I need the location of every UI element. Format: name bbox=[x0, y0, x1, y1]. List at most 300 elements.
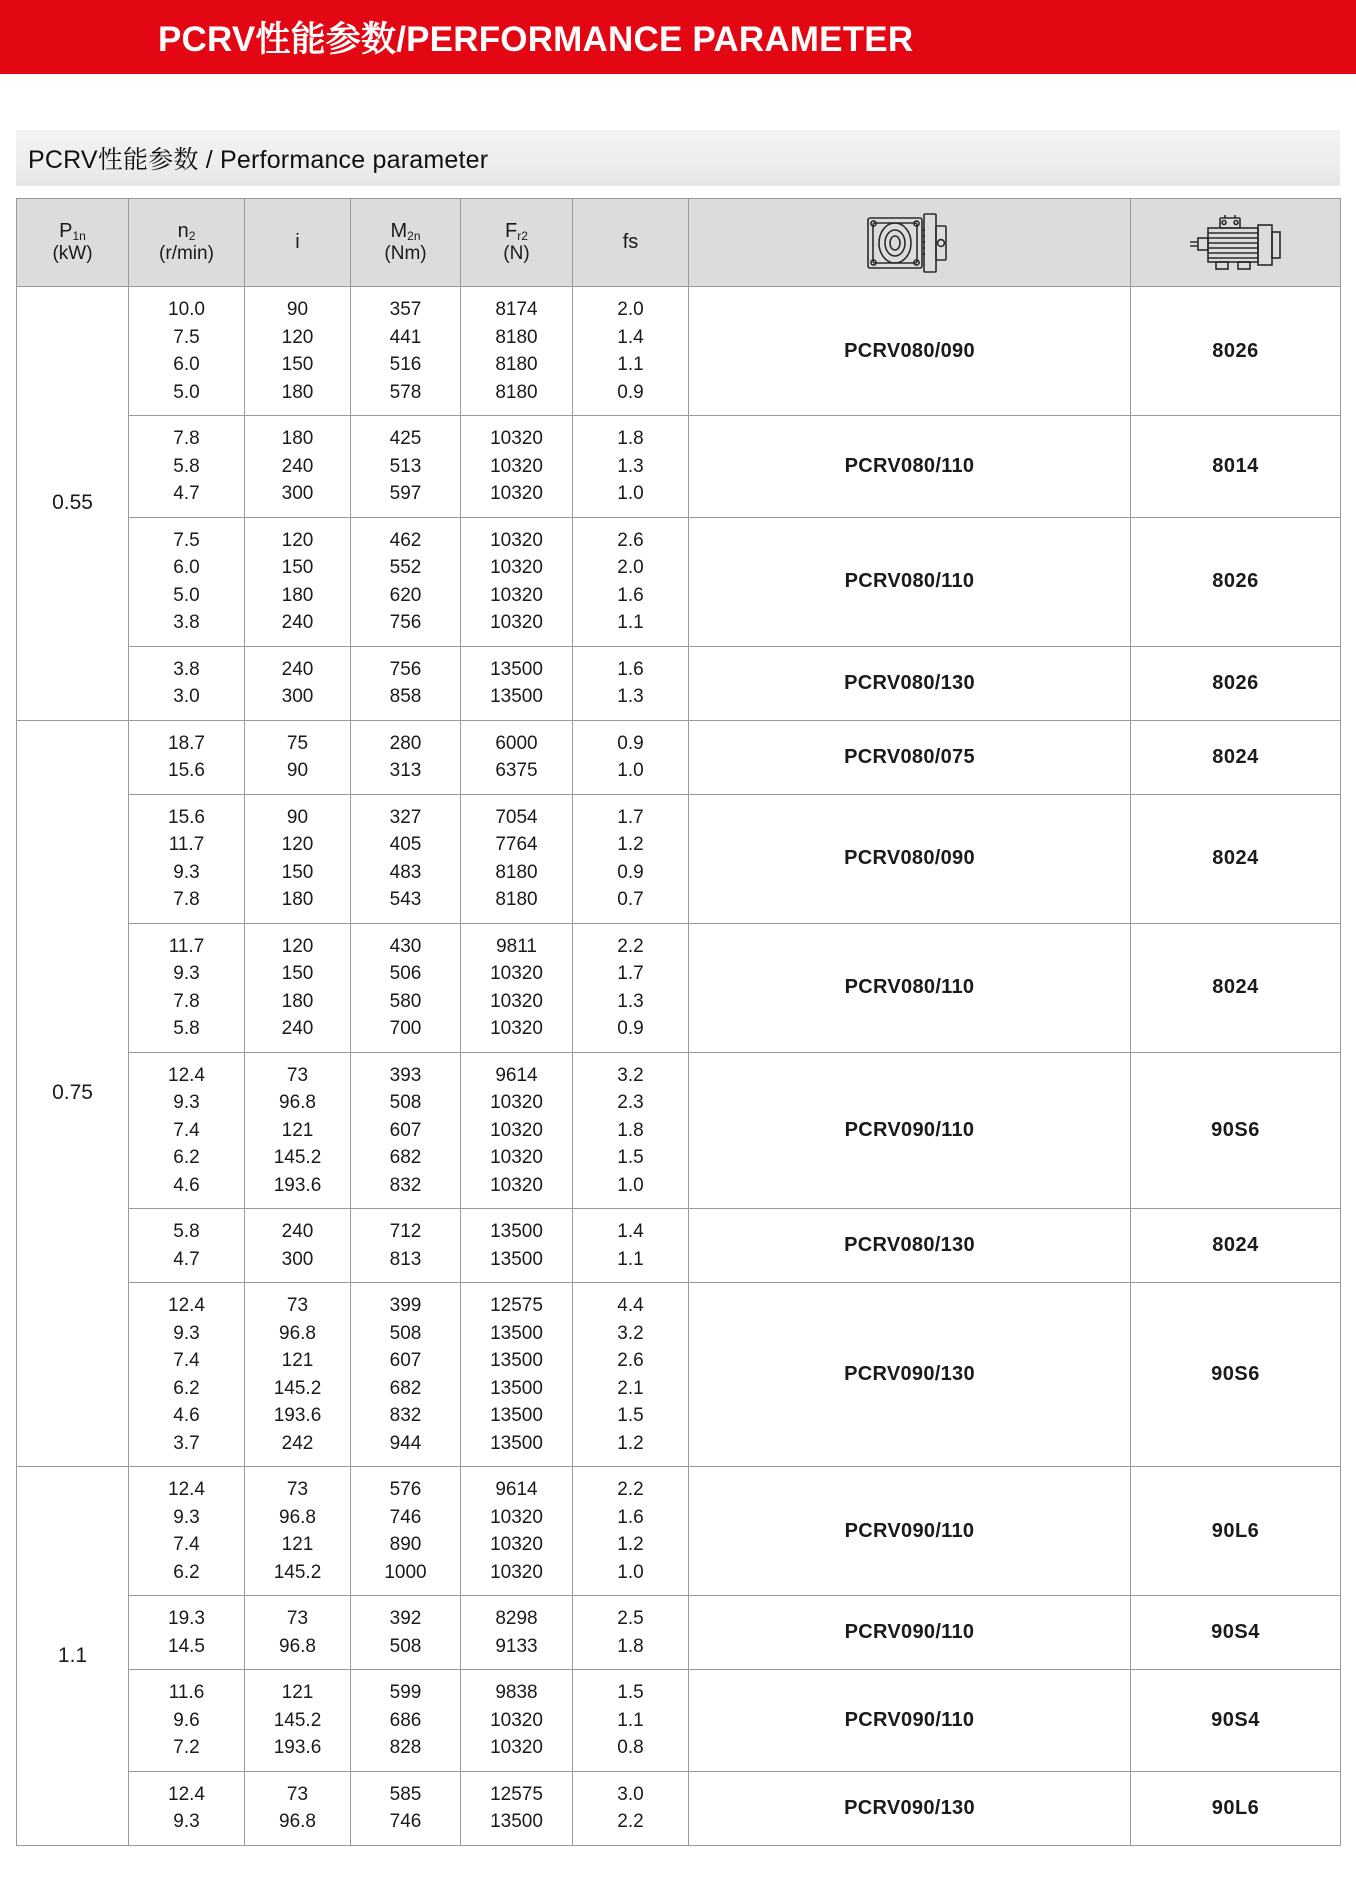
section-title: PCRV性能参数 / Performance parameter bbox=[28, 146, 489, 174]
motor-icon-graphic bbox=[1184, 212, 1288, 274]
cell-output-torque bbox=[351, 1596, 461, 1670]
gearbox-icon-graphic bbox=[862, 212, 958, 274]
value-line: 12575 bbox=[490, 1783, 543, 1805]
value-line: 9.3 bbox=[173, 1092, 200, 1113]
value-line: 0.9 bbox=[617, 1018, 644, 1039]
column-header-service-factor bbox=[573, 199, 689, 287]
cell-motor-code: 90S4 bbox=[1131, 1670, 1341, 1772]
value-line: 6.2 bbox=[173, 1147, 200, 1168]
value-stack bbox=[245, 1670, 350, 1771]
column-unit: (N) bbox=[503, 243, 530, 265]
value-line: 5.0 bbox=[173, 584, 200, 606]
value-line: 682 bbox=[389, 1377, 422, 1399]
value-stack bbox=[129, 647, 244, 720]
value-stack bbox=[245, 721, 350, 794]
value-stack bbox=[573, 1467, 688, 1595]
value-stack bbox=[351, 1053, 460, 1209]
table-body bbox=[17, 287, 1341, 1846]
cell-service-factor bbox=[573, 1467, 689, 1596]
cell-output-speed bbox=[129, 646, 245, 720]
column-header-ratio bbox=[245, 199, 351, 287]
value-stack bbox=[573, 1596, 688, 1669]
cell-output-torque bbox=[351, 1209, 461, 1283]
value-line: 240 bbox=[281, 658, 314, 680]
column-header-input-power bbox=[17, 199, 129, 287]
value-line: 5.8 bbox=[173, 1018, 200, 1039]
value-line: 543 bbox=[389, 889, 422, 910]
value-line: 0.9 bbox=[617, 732, 644, 754]
value-stack bbox=[245, 1209, 350, 1282]
value-line: 15.6 bbox=[168, 806, 205, 828]
value-line: 3.0 bbox=[173, 686, 200, 707]
cell-motor-code: 90S6 bbox=[1131, 1283, 1341, 1467]
value-line: 13500 bbox=[490, 1405, 543, 1426]
cell-ratio bbox=[245, 1771, 351, 1845]
value-line: 2.6 bbox=[617, 529, 644, 551]
power-group-value: 0.55 bbox=[17, 287, 129, 721]
value-line: 75 bbox=[286, 732, 309, 754]
value-stack bbox=[351, 1596, 460, 1669]
value-stack bbox=[351, 1283, 460, 1466]
value-line: 1000 bbox=[384, 1561, 427, 1583]
value-stack bbox=[573, 518, 688, 646]
cell-radial-force bbox=[461, 1467, 573, 1596]
value-line: 327 bbox=[389, 806, 422, 828]
cell-service-factor bbox=[573, 517, 689, 646]
value-line: 6375 bbox=[495, 760, 538, 781]
cell-output-torque bbox=[351, 1467, 461, 1596]
value-line: 73 bbox=[286, 1295, 309, 1316]
value-line: 393 bbox=[389, 1064, 422, 1086]
value-line: 580 bbox=[389, 990, 422, 1012]
cell-ratio bbox=[245, 794, 351, 923]
value-line: 13500 bbox=[490, 1377, 543, 1399]
value-line: 620 bbox=[389, 584, 422, 606]
value-stack bbox=[245, 416, 350, 517]
value-line: 2.6 bbox=[617, 1350, 644, 1371]
cell-gearbox-model: PCRV080/110 bbox=[689, 416, 1131, 518]
value-line: 508 bbox=[389, 1322, 422, 1344]
value-line: 4.7 bbox=[173, 1248, 200, 1270]
value-stack bbox=[573, 1283, 688, 1466]
value-line: 6000 bbox=[495, 732, 538, 754]
value-line: 7.8 bbox=[173, 428, 200, 449]
value-line: 1.6 bbox=[617, 1506, 644, 1528]
value-line: 506 bbox=[389, 963, 422, 984]
cell-ratio bbox=[245, 1283, 351, 1467]
value-line: 121 bbox=[281, 1119, 314, 1141]
value-line: 2.1 bbox=[617, 1377, 644, 1399]
value-line: 576 bbox=[389, 1479, 422, 1500]
value-line: 8180 bbox=[495, 354, 538, 375]
value-stack bbox=[245, 518, 350, 646]
value-line: 193.6 bbox=[273, 1405, 322, 1426]
cell-gearbox-model: PCRV080/090 bbox=[689, 794, 1131, 923]
value-line: 10320 bbox=[490, 1018, 543, 1039]
value-line: 1.2 bbox=[617, 1534, 644, 1555]
cell-output-speed bbox=[129, 1596, 245, 1670]
value-line: 3.2 bbox=[617, 1322, 644, 1344]
value-line: 73 bbox=[286, 1608, 309, 1629]
value-line: 313 bbox=[389, 760, 422, 781]
value-line: 746 bbox=[389, 1506, 422, 1528]
cell-radial-force bbox=[461, 1052, 573, 1209]
value-line: 2.2 bbox=[617, 935, 644, 957]
cell-gearbox-model: PCRV080/130 bbox=[689, 1209, 1131, 1283]
cell-gearbox-model: PCRV080/075 bbox=[689, 720, 1131, 794]
value-stack bbox=[461, 647, 572, 720]
value-stack bbox=[245, 924, 350, 1052]
value-line: 193.6 bbox=[273, 1737, 322, 1758]
value-line: 12.4 bbox=[168, 1479, 205, 1500]
value-stack bbox=[461, 795, 572, 923]
cell-motor-code: 8024 bbox=[1131, 923, 1341, 1052]
value-line: 145.2 bbox=[273, 1147, 322, 1168]
cell-service-factor bbox=[573, 416, 689, 518]
value-line: 7.2 bbox=[173, 1737, 200, 1758]
value-stack bbox=[129, 1596, 244, 1669]
value-line: 180 bbox=[281, 381, 314, 403]
value-line: 1.2 bbox=[617, 834, 644, 855]
value-line: 8180 bbox=[495, 861, 538, 883]
value-line: 357 bbox=[389, 299, 422, 320]
value-line: 2.2 bbox=[617, 1479, 644, 1500]
value-line: 7.8 bbox=[173, 889, 200, 910]
cell-output-speed bbox=[129, 794, 245, 923]
table-header-row bbox=[17, 199, 1341, 287]
value-line: 11.6 bbox=[168, 1682, 205, 1703]
value-line: 10320 bbox=[490, 557, 543, 578]
table-row bbox=[17, 720, 1341, 794]
value-line: 73 bbox=[286, 1064, 309, 1086]
value-line: 90 bbox=[286, 299, 309, 320]
value-line: 180 bbox=[281, 990, 314, 1012]
value-stack bbox=[129, 1209, 244, 1282]
value-stack bbox=[573, 416, 688, 517]
cell-radial-force bbox=[461, 1596, 573, 1670]
value-line: 300 bbox=[281, 686, 314, 707]
power-group-value: 1.1 bbox=[17, 1467, 129, 1846]
power-group-value: 0.75 bbox=[17, 720, 129, 1467]
value-line: 150 bbox=[281, 861, 314, 883]
value-line: 10320 bbox=[490, 529, 543, 551]
value-stack bbox=[573, 1670, 688, 1771]
value-line: 1.6 bbox=[617, 658, 644, 680]
value-line: 585 bbox=[389, 1783, 422, 1805]
value-line: 6.2 bbox=[173, 1561, 200, 1583]
value-line: 1.3 bbox=[617, 686, 644, 707]
cell-motor-code: 8024 bbox=[1131, 794, 1341, 923]
value-line: 145.2 bbox=[273, 1561, 322, 1583]
value-line: 120 bbox=[281, 529, 314, 551]
cell-output-speed bbox=[129, 1209, 245, 1283]
value-line: 96.8 bbox=[279, 1506, 316, 1528]
value-line: 150 bbox=[281, 557, 314, 578]
cell-service-factor bbox=[573, 794, 689, 923]
value-line: 11.7 bbox=[168, 935, 205, 957]
cell-ratio bbox=[245, 1467, 351, 1596]
value-line: 1.0 bbox=[617, 1174, 644, 1196]
value-line: 10320 bbox=[490, 990, 543, 1012]
value-line: 14.5 bbox=[168, 1635, 205, 1657]
value-stack bbox=[351, 416, 460, 517]
value-line: 508 bbox=[389, 1092, 422, 1113]
value-stack bbox=[245, 1596, 350, 1669]
column-symbol: $n_2$ bbox=[177, 219, 196, 243]
value-line: 0.9 bbox=[617, 861, 644, 883]
value-stack bbox=[245, 1283, 350, 1466]
table-row bbox=[17, 287, 1341, 416]
value-line: 13500 bbox=[490, 1350, 543, 1371]
cell-service-factor bbox=[573, 1771, 689, 1845]
value-line: 441 bbox=[389, 326, 422, 348]
value-stack bbox=[129, 1053, 244, 1209]
cell-output-speed bbox=[129, 1467, 245, 1596]
value-stack bbox=[245, 287, 350, 415]
value-line: 392 bbox=[389, 1608, 422, 1629]
value-line: 7.4 bbox=[173, 1350, 200, 1371]
value-line: 425 bbox=[389, 428, 422, 449]
value-stack bbox=[129, 924, 244, 1052]
value-stack bbox=[129, 795, 244, 923]
cell-motor-code: 90S6 bbox=[1131, 1052, 1341, 1209]
value-line: 4.6 bbox=[173, 1405, 200, 1426]
section-title-bar bbox=[16, 130, 1340, 186]
value-line: 399 bbox=[389, 1295, 422, 1316]
value-line: 9614 bbox=[495, 1479, 538, 1500]
column-symbol: $F_{r2}$ bbox=[505, 219, 528, 243]
value-line: 18.7 bbox=[168, 732, 205, 754]
table-row bbox=[17, 923, 1341, 1052]
value-line: 1.2 bbox=[617, 1432, 644, 1454]
value-line: 96.8 bbox=[279, 1635, 316, 1657]
column-header-gearbox-icon bbox=[689, 199, 1131, 287]
gearbox-icon bbox=[689, 212, 1130, 274]
value-stack bbox=[351, 1209, 460, 1282]
value-line: 508 bbox=[389, 1635, 422, 1657]
cell-output-speed bbox=[129, 1283, 245, 1467]
value-line: 145.2 bbox=[273, 1377, 322, 1399]
cell-radial-force bbox=[461, 720, 573, 794]
table-row bbox=[17, 794, 1341, 923]
value-line: 6.0 bbox=[173, 354, 200, 375]
value-line: 3.7 bbox=[173, 1432, 200, 1454]
value-line: 90 bbox=[286, 806, 309, 828]
cell-output-speed bbox=[129, 1771, 245, 1845]
value-line: 813 bbox=[389, 1248, 422, 1270]
value-line: 9.3 bbox=[173, 1506, 200, 1528]
value-line: 90 bbox=[286, 760, 309, 781]
value-line: 3.2 bbox=[617, 1064, 644, 1086]
value-stack bbox=[129, 721, 244, 794]
value-stack bbox=[461, 1053, 572, 1209]
value-line: 1.1 bbox=[617, 354, 644, 375]
value-line: 7.5 bbox=[173, 326, 200, 348]
value-line: 9838 bbox=[495, 1682, 538, 1703]
column-symbol: i bbox=[295, 230, 300, 253]
value-line: 9.3 bbox=[173, 1322, 200, 1344]
column-symbol: $P_{1n}$ bbox=[59, 219, 86, 243]
cell-ratio bbox=[245, 720, 351, 794]
value-stack bbox=[245, 795, 350, 923]
value-stack bbox=[573, 721, 688, 794]
value-line: 10320 bbox=[490, 1119, 543, 1141]
value-line: 7.4 bbox=[173, 1534, 200, 1555]
value-stack bbox=[461, 1670, 572, 1771]
cell-gearbox-model: PCRV080/110 bbox=[689, 517, 1131, 646]
value-line: 73 bbox=[286, 1479, 309, 1500]
value-stack bbox=[461, 1467, 572, 1595]
value-line: 15.6 bbox=[168, 760, 205, 781]
value-stack bbox=[461, 1209, 572, 1282]
value-line: 10320 bbox=[490, 963, 543, 984]
value-line: 2.0 bbox=[617, 557, 644, 578]
value-line: 1.4 bbox=[617, 326, 644, 348]
value-line: 240 bbox=[281, 455, 314, 477]
value-line: 12.4 bbox=[168, 1295, 205, 1316]
value-line: 9811 bbox=[496, 935, 537, 957]
value-line: 7054 bbox=[495, 806, 538, 828]
value-line: 1.5 bbox=[617, 1682, 644, 1703]
value-line: 9.3 bbox=[173, 861, 200, 883]
cell-ratio bbox=[245, 1670, 351, 1772]
value-line: 746 bbox=[389, 1811, 422, 1832]
value-line: 96.8 bbox=[279, 1811, 316, 1832]
cell-ratio bbox=[245, 517, 351, 646]
cell-output-torque bbox=[351, 416, 461, 518]
value-line: 1.5 bbox=[617, 1405, 644, 1426]
cell-gearbox-model: PCRV090/110 bbox=[689, 1596, 1131, 1670]
value-line: 1.3 bbox=[617, 455, 644, 477]
value-line: 8180 bbox=[495, 381, 538, 403]
table-row bbox=[17, 1209, 1341, 1283]
cell-motor-code: 8024 bbox=[1131, 720, 1341, 794]
cell-service-factor bbox=[573, 1596, 689, 1670]
value-line: 150 bbox=[281, 963, 314, 984]
spec-table-wrapper bbox=[0, 186, 1356, 1846]
table-row bbox=[17, 517, 1341, 646]
cell-service-factor bbox=[573, 1209, 689, 1283]
value-line: 3.0 bbox=[617, 1783, 644, 1805]
value-line: 462 bbox=[389, 529, 422, 551]
value-line: 405 bbox=[389, 834, 422, 855]
value-line: 3.8 bbox=[173, 658, 200, 680]
value-stack bbox=[461, 1772, 572, 1845]
column-symbol: fs bbox=[622, 230, 639, 253]
value-line: 13500 bbox=[490, 1221, 543, 1242]
motor-icon bbox=[1131, 212, 1340, 274]
table-head bbox=[17, 199, 1341, 287]
value-stack bbox=[245, 647, 350, 720]
value-line: 13500 bbox=[490, 1248, 543, 1270]
value-line: 96.8 bbox=[279, 1322, 316, 1344]
value-line: 686 bbox=[389, 1709, 422, 1731]
value-line: 2.0 bbox=[617, 299, 644, 320]
value-line: 756 bbox=[389, 658, 422, 680]
value-line: 10320 bbox=[490, 1174, 543, 1196]
cell-output-torque bbox=[351, 1052, 461, 1209]
value-stack bbox=[351, 924, 460, 1052]
cell-ratio bbox=[245, 646, 351, 720]
value-stack bbox=[461, 416, 572, 517]
value-line: 240 bbox=[281, 612, 314, 633]
cell-output-torque bbox=[351, 287, 461, 416]
cell-service-factor bbox=[573, 287, 689, 416]
value-stack bbox=[129, 1670, 244, 1771]
value-line: 150 bbox=[281, 354, 314, 375]
cell-output-torque bbox=[351, 1670, 461, 1772]
cell-ratio bbox=[245, 1209, 351, 1283]
value-line: 280 bbox=[389, 732, 422, 754]
value-line: 858 bbox=[389, 686, 422, 707]
value-line: 7.5 bbox=[173, 529, 200, 551]
value-line: 2.2 bbox=[617, 1811, 644, 1832]
value-line: 1.7 bbox=[617, 963, 644, 984]
value-line: 712 bbox=[389, 1221, 422, 1242]
table-row bbox=[17, 1670, 1341, 1772]
value-line: 13500 bbox=[490, 1432, 543, 1454]
value-line: 120 bbox=[281, 935, 314, 957]
value-stack bbox=[129, 1283, 244, 1466]
value-line: 2.3 bbox=[617, 1092, 644, 1113]
cell-radial-force bbox=[461, 1209, 573, 1283]
value-line: 10.0 bbox=[168, 299, 205, 320]
table-row bbox=[17, 1467, 1341, 1596]
value-line: 5.0 bbox=[173, 381, 200, 403]
value-line: 1.6 bbox=[617, 584, 644, 606]
section-bar-wrapper bbox=[0, 74, 1356, 186]
cell-output-speed bbox=[129, 287, 245, 416]
value-stack bbox=[129, 287, 244, 415]
value-line: 9614 bbox=[495, 1064, 538, 1086]
table-row bbox=[17, 1052, 1341, 1209]
cell-motor-code: 90L6 bbox=[1131, 1771, 1341, 1845]
value-line: 5.8 bbox=[173, 455, 200, 477]
cell-ratio bbox=[245, 416, 351, 518]
cell-service-factor bbox=[573, 1670, 689, 1772]
value-line: 240 bbox=[281, 1018, 314, 1039]
value-line: 828 bbox=[389, 1737, 422, 1758]
value-line: 2.5 bbox=[617, 1608, 644, 1629]
value-stack bbox=[351, 1772, 460, 1845]
value-line: 9.3 bbox=[173, 1811, 200, 1832]
value-line: 10320 bbox=[490, 1534, 543, 1555]
cell-service-factor bbox=[573, 1052, 689, 1209]
value-line: 10320 bbox=[490, 584, 543, 606]
value-line: 513 bbox=[389, 455, 422, 477]
value-line: 9.6 bbox=[173, 1709, 200, 1731]
value-line: 5.8 bbox=[173, 1221, 200, 1242]
value-line: 607 bbox=[389, 1350, 422, 1371]
cell-gearbox-model: PCRV080/130 bbox=[689, 646, 1131, 720]
value-line: 1.0 bbox=[617, 483, 644, 504]
value-line: 10320 bbox=[490, 612, 543, 633]
value-line: 300 bbox=[281, 1248, 314, 1270]
cell-gearbox-model: PCRV090/110 bbox=[689, 1670, 1131, 1772]
value-stack bbox=[573, 924, 688, 1052]
cell-radial-force bbox=[461, 1670, 573, 1772]
value-line: 13500 bbox=[490, 658, 543, 680]
value-line: 483 bbox=[389, 861, 422, 883]
value-line: 300 bbox=[281, 483, 314, 504]
value-stack bbox=[245, 1772, 350, 1845]
value-line: 430 bbox=[389, 935, 422, 957]
value-line: 19.3 bbox=[168, 1608, 205, 1629]
value-stack bbox=[461, 518, 572, 646]
cell-gearbox-model: PCRV080/090 bbox=[689, 287, 1131, 416]
cell-output-speed bbox=[129, 923, 245, 1052]
table-row bbox=[17, 1771, 1341, 1845]
